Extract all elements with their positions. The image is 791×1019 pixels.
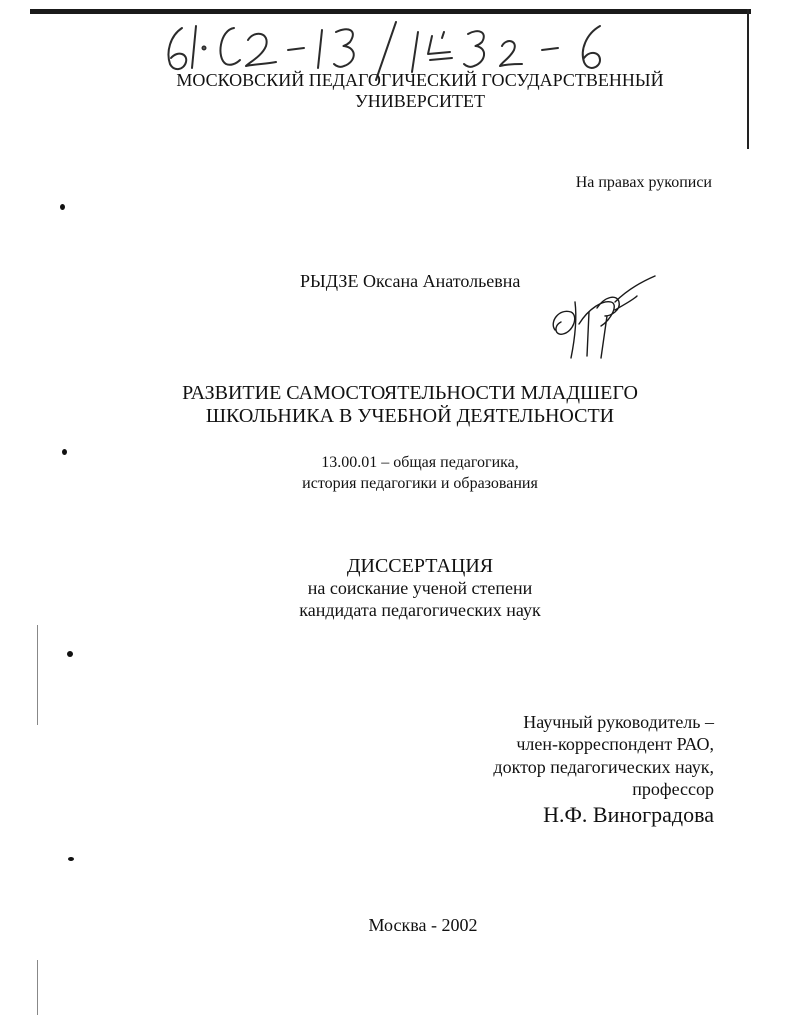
document-type-heading: ДИССЕРТАЦИЯ [346, 555, 494, 577]
specialty-line1: 13.00.01 – общая педагогика, [321, 454, 519, 471]
supervisor-role: Научный руководитель – [523, 712, 714, 732]
degree-statement [220, 554, 620, 622]
manuscript-rights-note: На правах рукописи [575, 174, 712, 191]
dissertation-title-line2: ШКОЛЬНИКА В УЧЕБНОЙ ДЕЯТЕЛЬНОСТИ [205, 405, 615, 427]
scan-speck [68, 857, 74, 861]
scan-border-top [30, 9, 751, 14]
scan-edge-left [37, 625, 38, 725]
specialty-line2: история педагогики и образования [302, 474, 538, 492]
university-name [150, 70, 690, 111]
scan-edge-left-lower [37, 960, 38, 1015]
author-name: РЫДЗЕ Оксана Анатольевна [300, 271, 521, 291]
supervisor-block [400, 711, 714, 829]
degree-line1: на соискание ученой степени [307, 578, 533, 599]
degree-line2: кандидата педагогических наук [299, 600, 541, 621]
supervisor-degree: доктор педагогических наук, [493, 756, 714, 777]
scan-speck [62, 449, 67, 455]
university-name-line1: МОСКОВСКИЙ ПЕДАГОГИЧЕСКИЙ ГОСУДАРСТВЕННЫЙ [176, 70, 664, 90]
city-year: Москва - 2002 [368, 915, 478, 935]
supervisor-membership: член-корреспондент РАО, [516, 734, 714, 755]
supervisor-rank: профессор [632, 778, 714, 799]
author-signature [545, 272, 663, 364]
dissertation-title [140, 382, 680, 428]
scan-border-right [747, 9, 749, 149]
dissertation-title-line1: РАЗВИТИЕ САМОСТОЯТЕЛЬНОСТИ МЛАДШЕГО [182, 382, 638, 404]
supervisor-name: Н.Ф. Виноградова [543, 802, 714, 828]
specialty-code [220, 453, 620, 495]
scan-speck [67, 651, 73, 657]
scan-speck [60, 204, 65, 210]
university-name-line2: УНИВЕРСИТЕТ [355, 90, 485, 111]
